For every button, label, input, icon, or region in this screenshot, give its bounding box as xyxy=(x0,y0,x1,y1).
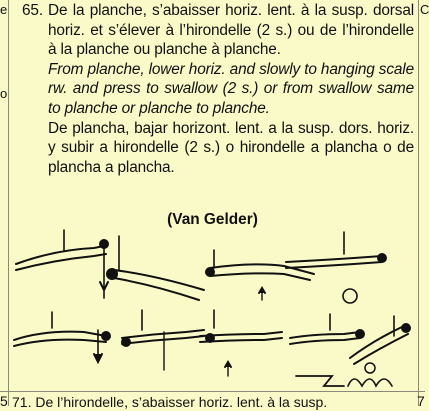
right-margin-text-top: C xyxy=(420,2,429,17)
bottom-right-margin-text: 7 xyxy=(417,393,425,409)
figure-swallow-1 xyxy=(286,232,386,303)
entry-credit: (Van Gelder) xyxy=(167,211,258,228)
entry-text-french: De la planche, s’abaisser horiz. lent. à la susp. dorsal horiz. et s’élever à l’hirondelle (2 s.) ou de l’hirondelle à la planche ou planche à planche. xyxy=(48,2,414,59)
figure-hang-2 xyxy=(122,310,204,370)
figure-swallow-2 xyxy=(290,314,364,344)
column-divider-right xyxy=(418,0,419,406)
figure-planche-2 xyxy=(14,312,110,362)
next-entry-text: 71. De l’hirondelle, s’abaisser horiz. lent. à la susp. xyxy=(12,394,328,410)
left-margin-text-mid: o xyxy=(0,86,8,101)
bottom-left-margin-text: 5 xyxy=(0,393,8,409)
movement-sequence-illustration xyxy=(14,230,418,390)
entry-text-spanish: De plancha, bajar horizont. lent. a la susp. dors. horiz. y subir a hirondelle (2 s.) o hirondelle a plancha o de plancha a plancha. xyxy=(48,119,414,176)
figure-hang-1 xyxy=(206,250,314,300)
figure-planche-1 xyxy=(16,230,108,270)
entry-text-english: From planche, lower horiz. and slowly to hanging scale rw. and press to swallow (2 s.) or from swallow same to planche or planche to planche. xyxy=(48,60,414,117)
figure-press-2 xyxy=(200,310,282,376)
entry-number: 65. xyxy=(22,2,43,19)
column-divider-left xyxy=(8,0,9,406)
figure-planche-3 xyxy=(350,316,410,364)
figure-descent-1 xyxy=(100,236,204,300)
judge-marks xyxy=(296,363,392,386)
entry-65 xyxy=(22,1,414,177)
row-divider-bottom xyxy=(0,391,425,392)
left-margin-text-top: e xyxy=(0,2,8,17)
